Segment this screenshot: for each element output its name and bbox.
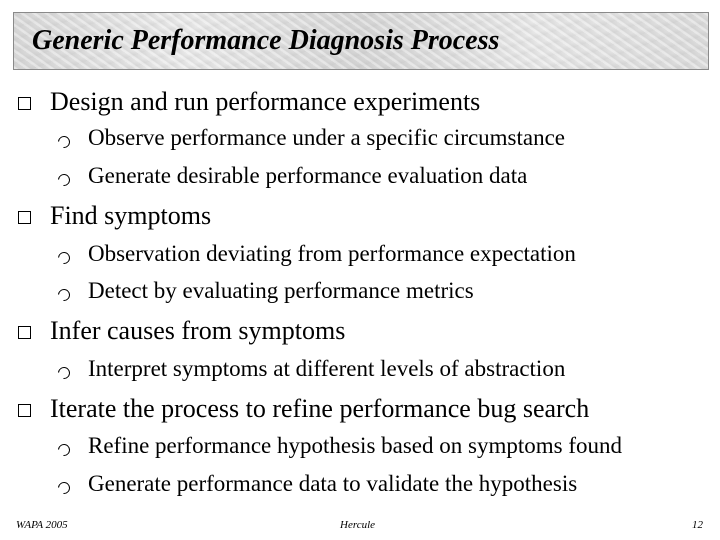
square-bullet-icon — [18, 404, 31, 417]
footer-page-number: 12 — [692, 519, 703, 531]
sub-bullet-text: Generate performance data to validate the hypothesis — [88, 471, 578, 496]
sub-bullet-text: Generate desirable performance evaluation data — [88, 163, 528, 188]
square-bullet-icon — [18, 326, 31, 339]
ring-bullet-icon — [56, 250, 73, 267]
ring-bullet-icon — [56, 442, 73, 459]
ring-bullet-icon — [56, 172, 73, 189]
bullet-text: Iterate the process to refine performance bug search — [50, 394, 590, 423]
ring-bullet-icon — [56, 134, 73, 151]
ring-bullet-icon — [56, 365, 73, 382]
footer-author: Hercule — [340, 519, 376, 531]
sub-bullet-text: Interpret symptoms at different levels of abstraction — [88, 356, 566, 381]
ring-bullet-icon — [56, 287, 73, 304]
sub-bullet-text: Detect by evaluating performance metrics — [88, 278, 474, 303]
sub-bullet-text: Observe performance under a specific circumstance — [88, 125, 566, 150]
bullet-text: Design and run performance experiments — [50, 87, 481, 116]
sub-bullet-text: Refine performance hypothesis based on symptoms found — [88, 433, 622, 458]
square-bullet-icon — [18, 211, 31, 224]
square-bullet-icon — [18, 97, 31, 110]
slide-title: Generic Performance Diagnosis Process — [32, 25, 500, 56]
bullet-text: Find symptoms — [50, 201, 212, 230]
bullet-text: Infer causes from symptoms — [50, 316, 346, 345]
footer-conference: WAPA 2005 — [16, 519, 68, 531]
ring-bullet-icon — [56, 480, 73, 497]
sub-bullet-text: Observation deviating from performance expectation — [88, 241, 576, 266]
